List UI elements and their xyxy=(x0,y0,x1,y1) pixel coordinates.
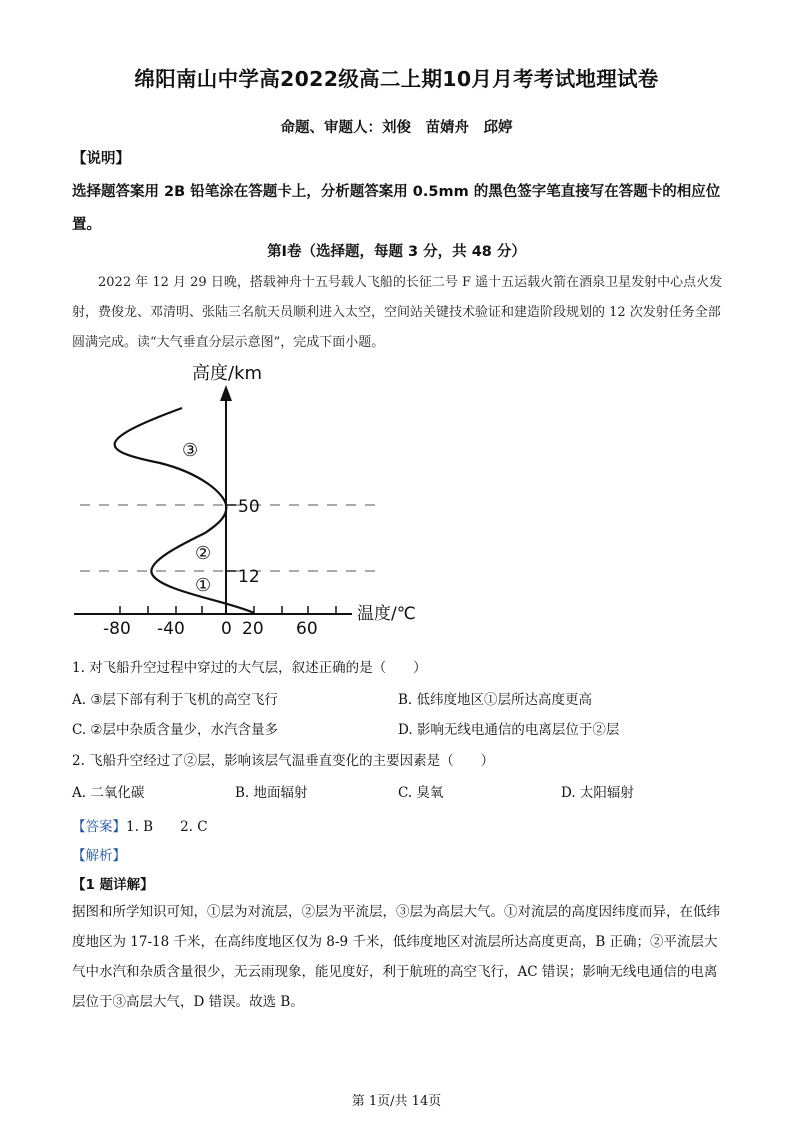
x-tick-label: 20 xyxy=(242,619,264,639)
x-tick-label: -80 xyxy=(103,619,131,639)
page-title: 绵阳南山中学高2022级高二上期10月月考考试地理试卷 xyxy=(134,67,659,91)
question-2-option-c: C. 臭氧 xyxy=(398,785,444,801)
y-axis-arrow xyxy=(220,385,232,401)
section-title: 第Ⅰ卷（选择题，每题 3 分，共 48 分） xyxy=(267,244,526,260)
analysis-tag: 【解析】 xyxy=(72,848,126,864)
intro-paragraph: 2022 年 12 月 29 日晚，搭载神舟十五号载人飞船的长征二号 F 遥十五运载火箭在酒泉卫星发射中心点火发射，费俊龙、邓清明、张陆三名航天员顺利进入太空，空间站关键技术验证和建造阶段规划的 12 次发射任务全部圆满完成。读“大气垂直分层示意图”，完成下面小题。 xyxy=(72,275,723,350)
authors-line: 命题、审题人：刘俊 苗婧舟 邱婷 xyxy=(280,120,513,136)
question-2-option-a: A. 二氧化碳 xyxy=(72,785,145,801)
x-axis-label: 温度/℃ xyxy=(357,604,416,624)
answer-tag: 【答案】 xyxy=(72,819,126,835)
layer-3-label: ③ xyxy=(182,440,199,461)
x-tick-label: 0 xyxy=(221,619,232,639)
layer-1-label: ① xyxy=(195,575,212,596)
y-axis-label: 高度/km xyxy=(192,363,263,384)
question-2-stem: 2. 飞船升空经过了②层，影响该层气温垂直变化的主要因素是（ ） xyxy=(72,753,495,769)
temperature-curve xyxy=(115,408,254,613)
y-tick-label-50: 50 xyxy=(238,497,260,517)
note-text: 选择题答案用 2B 铅笔涂在答题卡上，分析题答案用 0.5mm 的黑色签字笔直接写在答题卡的相应位置。 xyxy=(72,184,721,233)
answer-line xyxy=(72,815,208,835)
question-1-option-a: A. ③层下部有利于飞机的高空飞行 xyxy=(72,692,278,708)
answer-text: 1. B 2. C xyxy=(126,819,208,835)
layer-2-label: ② xyxy=(195,543,212,564)
detail-text: 据图和所学知识可知，①层为对流层，②层为平流层，③层为高层大气。①对流层的高度因纬度而异，在低纬度地区为 17-18 千米，在高纬度地区仅为 8-9 千米，低纬度地区对流层所达高度更高，B 正确；②平流层大气中水汽和杂质含量很少，无云雨现象，能见度好，利于航班的高空飞行，AC 错误；影响无线电通信的电离层位于③高层大气，D 错误。故选 B。 xyxy=(72,904,720,1010)
question-1-option-c: C. ②层中杂质含量少，水汽含量多 xyxy=(72,722,279,738)
note-label: 【说明】 xyxy=(72,151,130,167)
question-1-option-d: D. 影响无线电通信的电离层位于②层 xyxy=(398,722,620,738)
question-1-stem: 1. 对飞船升空过程中穿过的大气层，叙述正确的是（ ） xyxy=(72,660,427,676)
question-2-option-d: D. 太阳辐射 xyxy=(561,785,634,801)
x-tick-label: 60 xyxy=(296,619,318,639)
question-1-option-b: B. 低纬度地区①层所达高度更高 xyxy=(398,692,593,708)
atmosphere-layer-diagram xyxy=(60,355,460,645)
page-footer: 第 1页/共 14页 xyxy=(351,1094,442,1109)
question-2-option-b: B. 地面辐射 xyxy=(235,785,308,801)
y-tick-label-12: 12 xyxy=(238,567,260,587)
detail-tag: 【1 题详解】 xyxy=(72,877,154,893)
x-tick-label: -40 xyxy=(157,619,185,639)
